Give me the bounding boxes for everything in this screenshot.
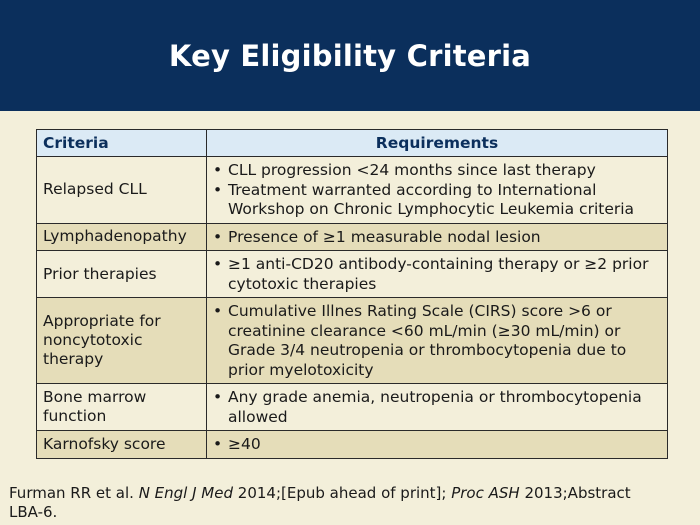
title-bar <box>0 0 700 111</box>
requirement-item: • Presence of ≥1 measurable nodal lesion <box>213 227 541 246</box>
header-criteria: Criteria <box>37 130 207 157</box>
requirement-item: • CLL progression <24 months since last therapy <box>213 161 596 179</box>
table-row <box>37 157 668 224</box>
bullet-icon: • <box>213 180 223 199</box>
requirement-item: • Treatment warranted according to International Workshop on Chronic Lymphocytic Leukemia criteria <box>213 180 635 218</box>
requirement-item: • ≥40 <box>213 435 261 453</box>
requirement-item: • ≥1 anti-CD20 antibody-containing therapy or ≥2 prior cytotoxic therapies <box>213 255 649 293</box>
criteria-table <box>36 129 668 459</box>
criteria-table-container <box>36 129 667 459</box>
requirements-cell <box>207 298 668 384</box>
bullet-icon: • <box>213 302 223 320</box>
requirements-cell <box>207 157 668 224</box>
requirements-cell <box>207 384 668 431</box>
requirements-cell <box>207 431 668 459</box>
criteria-cell: Relapsed CLL <box>37 157 207 224</box>
requirements-cell <box>207 223 668 251</box>
table-row <box>37 251 668 298</box>
table-row <box>37 223 668 251</box>
table-row <box>37 298 668 384</box>
header-requirements: Requirements <box>207 130 668 157</box>
bullet-icon: • <box>213 161 223 179</box>
bullet-icon: • <box>213 435 223 453</box>
table-row <box>37 431 668 459</box>
criteria-cell: Lymphadenopathy <box>37 223 207 251</box>
criteria-cell: Prior therapies <box>37 251 207 298</box>
criteria-cell: Appropriate for noncytotoxic therapy <box>37 298 207 384</box>
criteria-cell: Bone marrow function <box>37 384 207 431</box>
citation: Furman RR et al. N Engl J Med 2014;[Epub ahead of print]; Proc ASH 2013;Abstract LBA-6. <box>9 484 631 521</box>
bullet-icon: • <box>213 227 223 246</box>
slide-title: Key Eligibility Criteria <box>168 38 532 73</box>
table-header-row <box>37 130 668 157</box>
requirement-item: • Cumulative Illnes Rating Scale (CIRS) score >6 or creatinine clearance <60 mL/min (≥30 mL/min) or Grade 3/4 neutropenia or thrombocytopenia due to prior myelotoxicity <box>213 302 627 379</box>
criteria-cell: Karnofsky score <box>37 431 207 459</box>
requirement-item: • Any grade anemia, neutropenia or thrombocytopenia allowed <box>213 388 642 426</box>
table-row <box>37 384 668 431</box>
requirements-cell <box>207 251 668 298</box>
bullet-icon: • <box>213 255 223 273</box>
bullet-icon: • <box>213 388 223 406</box>
